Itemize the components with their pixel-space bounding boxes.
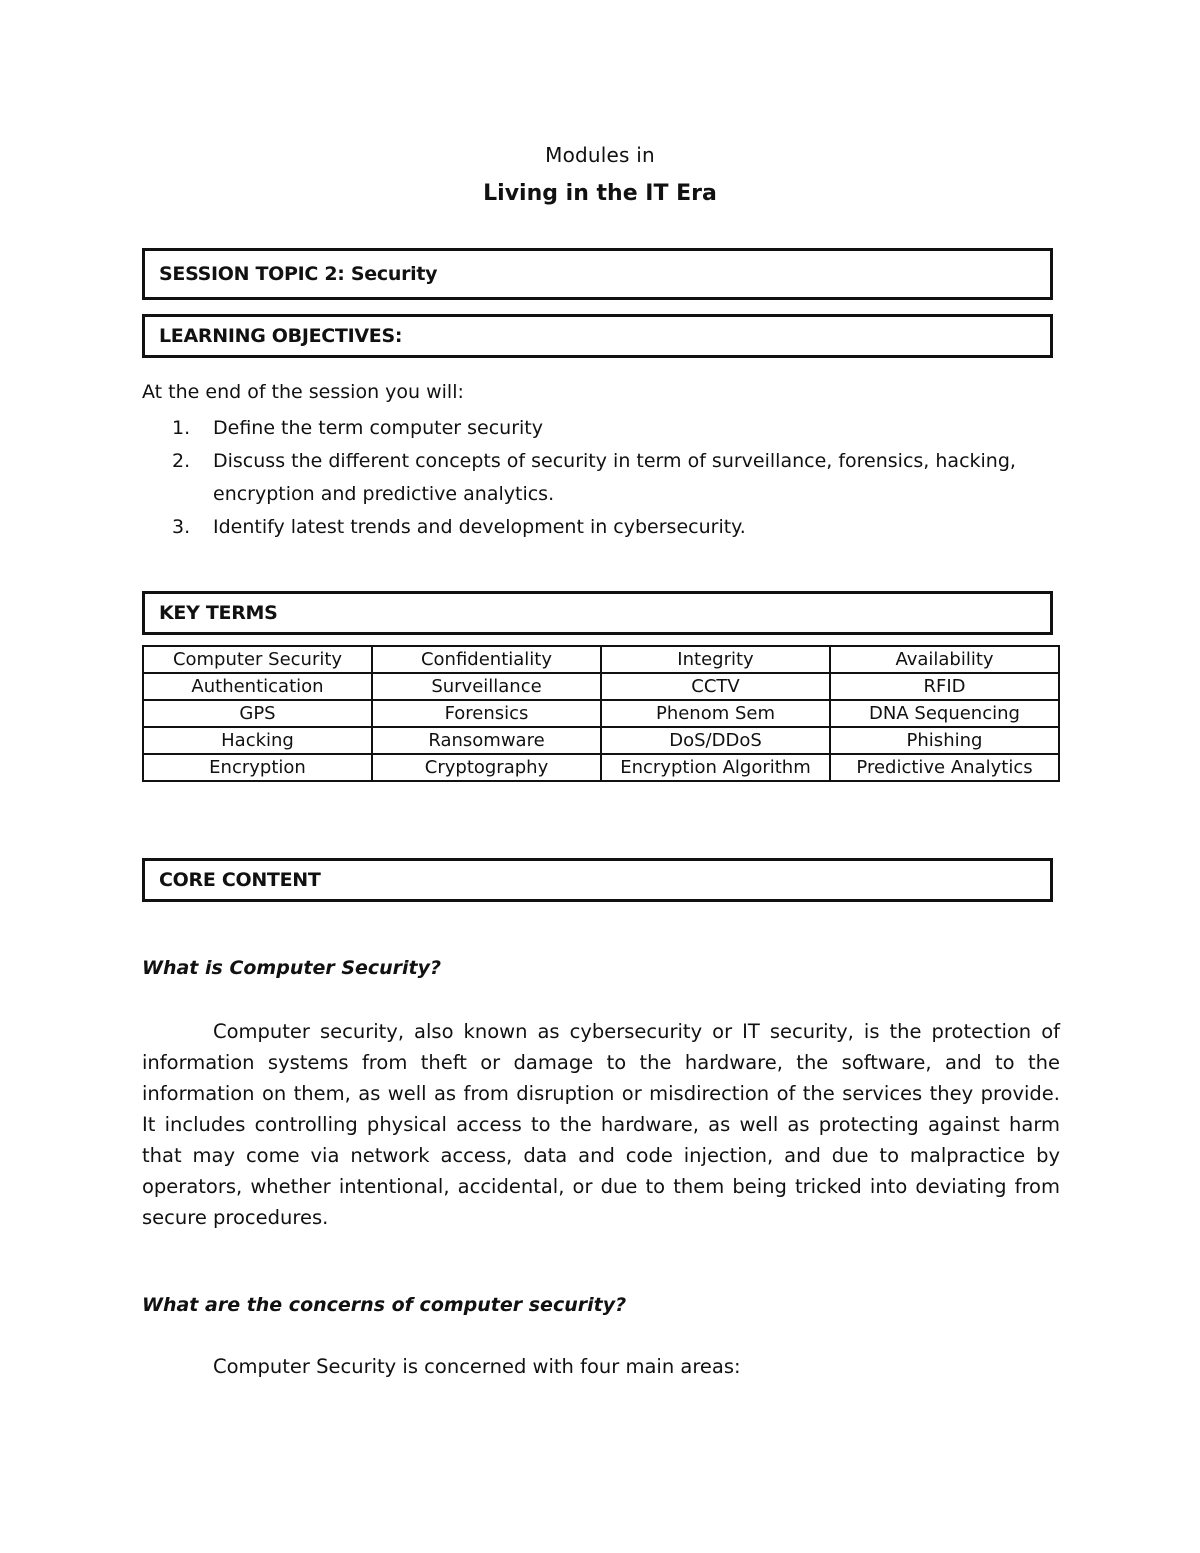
table-cell: Integrity	[601, 646, 830, 673]
table-cell: Computer Security	[143, 646, 372, 673]
table-row	[143, 673, 1059, 700]
objective-text: Identify latest trends and development in cybersecurity.	[213, 516, 746, 538]
table-cell: Forensics	[372, 700, 601, 727]
table-cell: Phishing	[830, 727, 1059, 754]
table-cell: Surveillance	[372, 673, 601, 700]
core-content-heading: CORE CONTENT	[159, 869, 321, 891]
table-row	[143, 754, 1059, 781]
table-cell: Predictive Analytics	[830, 754, 1059, 781]
key-terms-table	[142, 645, 1060, 782]
table-cell: Encryption	[143, 754, 372, 781]
question-heading: What are the concerns of computer security?	[142, 1294, 627, 1316]
table-cell: Cryptography	[372, 754, 601, 781]
table-row	[143, 646, 1059, 673]
table-cell: Confidentiality	[372, 646, 601, 673]
key-terms-box	[142, 591, 1053, 635]
computer-security-paragraph: Computer security, also known as cybersecurity or IT security, is the protection of information systems from theft or damage to the hardware, the software, and to the information on them, as well as from disruption or misdirection of the services they provide. It includes controlling physical access to the hardware, as well as protecting against harm that may come via network access, data and code injection, and due to malpractice by operators, whether intentional, accidental, or due to them being tricked into deviating from secure procedures.	[142, 1020, 1060, 1229]
table-row	[143, 727, 1059, 754]
table-cell: GPS	[143, 700, 372, 727]
objective-number: 1.	[172, 417, 191, 439]
objective-item	[172, 511, 1062, 544]
table-cell: DNA Sequencing	[830, 700, 1059, 727]
concerns-intro: Computer Security is concerned with four main areas:	[213, 1355, 741, 1378]
table-cell: Ransomware	[372, 727, 601, 754]
learning-objectives-box	[142, 314, 1053, 358]
table-cell: DoS/DDoS	[601, 727, 830, 754]
objective-item	[172, 412, 1062, 445]
table-cell: Encryption Algorithm	[601, 754, 830, 781]
objectives-list	[172, 412, 1062, 544]
core-content-box	[142, 858, 1053, 902]
objective-item	[172, 445, 1062, 511]
objective-number: 3.	[172, 516, 191, 538]
table-cell: Hacking	[143, 727, 372, 754]
objective-number: 2.	[172, 450, 191, 472]
session-topic-box	[142, 248, 1053, 300]
learning-objectives-heading: LEARNING OBJECTIVES:	[159, 325, 403, 347]
table-row	[143, 700, 1059, 727]
module-title: Living in the IT Era	[483, 181, 717, 206]
table-cell: Authentication	[143, 673, 372, 700]
table-cell: CCTV	[601, 673, 830, 700]
objective-text: Discuss the different concepts of security in term of surveillance, forensics, hacking, encryption and predictive analytics.	[213, 450, 1016, 505]
objectives-intro: At the end of the session you will:	[142, 381, 464, 403]
key-terms-heading: KEY TERMS	[159, 602, 278, 624]
objective-text: Define the term computer security	[213, 417, 543, 439]
table-cell: RFID	[830, 673, 1059, 700]
table-cell: Availability	[830, 646, 1059, 673]
question-heading: What is Computer Security?	[142, 957, 442, 979]
table-cell: Phenom Sem	[601, 700, 830, 727]
session-topic-heading: SESSION TOPIC 2: Security	[159, 263, 438, 285]
module-label: Modules in	[545, 143, 655, 167]
